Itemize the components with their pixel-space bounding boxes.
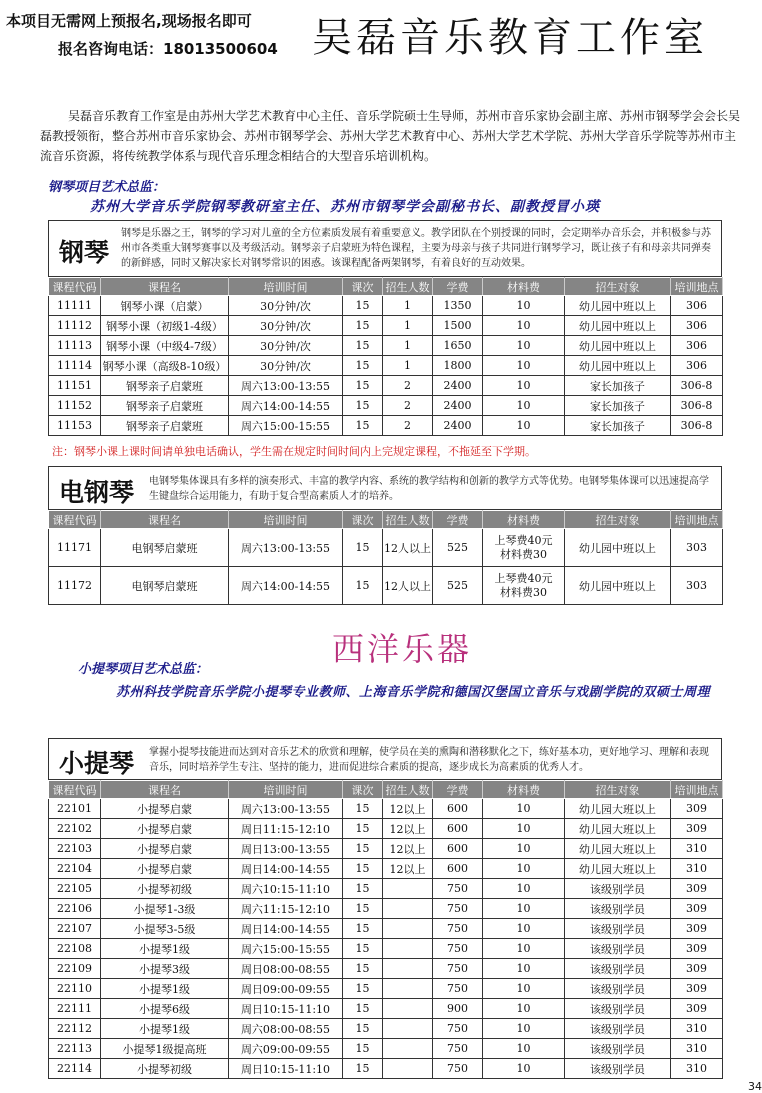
cell-code: 11113 xyxy=(49,336,101,356)
cell-time: 周日11:15-12:10 xyxy=(229,819,343,839)
cell-course-name: 电钢琴启蒙班 xyxy=(101,567,229,605)
cell-location: 303 xyxy=(671,567,723,605)
cell-course-name: 小提琴1级 xyxy=(101,939,229,959)
table-row xyxy=(49,1019,723,1039)
cell-tuition: 600 xyxy=(433,859,483,879)
cell-time: 周日13:00-13:55 xyxy=(229,839,343,859)
cell-code: 11112 xyxy=(49,316,101,336)
cell-code: 22108 xyxy=(49,939,101,959)
cell-sessions: 15 xyxy=(343,1039,383,1059)
column-header-sessions: 课次 xyxy=(343,278,383,296)
cell-location: 310 xyxy=(671,859,723,879)
contact-phone: 报名咨询电话：18013500604 xyxy=(58,40,278,58)
column-header-location: 培训地点 xyxy=(671,511,723,529)
cell-location: 306-8 xyxy=(671,376,723,396)
cell-capacity xyxy=(383,879,433,899)
cell-time: 周六08:00-08:55 xyxy=(229,1019,343,1039)
cell-sessions: 15 xyxy=(343,376,383,396)
cell-material-fee: 10 xyxy=(483,979,565,999)
cell-time: 周日10:15-11:10 xyxy=(229,1059,343,1079)
cell-capacity: 2 xyxy=(383,376,433,396)
column-header-tuition: 学费 xyxy=(433,511,483,529)
table-row xyxy=(49,839,723,859)
cell-location: 309 xyxy=(671,999,723,1019)
table-row xyxy=(49,529,723,567)
cell-target: 该级别学员 xyxy=(565,919,671,939)
cell-sessions: 15 xyxy=(343,416,383,436)
table-row xyxy=(49,416,723,436)
piano-course-table xyxy=(48,277,723,436)
cell-target: 幼儿园大班以上 xyxy=(565,819,671,839)
cell-code: 22113 xyxy=(49,1039,101,1059)
column-header-target: 招生对象 xyxy=(565,511,671,529)
piano-director-name: 苏州大学音乐学院钢琴教研室主任、苏州市钢琴学会副秘书长、副教授冒小瑛 xyxy=(90,199,600,215)
cell-code: 11171 xyxy=(49,529,101,567)
cell-time: 周日10:15-11:10 xyxy=(229,999,343,1019)
cell-sessions: 15 xyxy=(343,336,383,356)
cell-code: 11114 xyxy=(49,356,101,376)
cell-time: 周六15:00-15:55 xyxy=(229,416,343,436)
cell-course-name: 电钢琴启蒙班 xyxy=(101,529,229,567)
cell-code: 11153 xyxy=(49,416,101,436)
registration-note: 本项目无需网上预报名,现场报名即可 xyxy=(6,12,252,30)
cell-time: 周日14:00-14:55 xyxy=(229,859,343,879)
cell-location: 306 xyxy=(671,296,723,316)
violin-director-name: 苏州科技学院音乐学院小提琴专业教师、上海音乐学院和德国汉堡国立音乐与戏剧学院的双硕士周理 xyxy=(116,685,711,700)
cell-capacity: 1 xyxy=(383,296,433,316)
column-header-code: 课程代码 xyxy=(49,278,101,296)
cell-target: 该级别学员 xyxy=(565,939,671,959)
column-header-time: 培训时间 xyxy=(229,278,343,296)
cell-location: 310 xyxy=(671,1039,723,1059)
table-row xyxy=(49,899,723,919)
cell-target: 幼儿园中班以上 xyxy=(565,356,671,376)
cell-time: 周日08:00-08:55 xyxy=(229,959,343,979)
cell-code: 11111 xyxy=(49,296,101,316)
studio-intro: 吴磊音乐教育工作室是由苏州大学艺术教育中心主任、音乐学院硕士生导师，苏州市音乐家协会副主席、苏州市钢琴学会会长吴磊教授领衔，整合苏州市音乐家协会、苏州市钢琴学会、苏州大学艺术教育中心、苏州大学艺术学院、苏州大学音乐学院等苏州市主流音乐资源，将传统教学体系与现代音乐理念相结合的大型音乐培训机构。 xyxy=(40,109,741,163)
cell-target: 该级别学员 xyxy=(565,1019,671,1039)
cell-target: 幼儿园大班以上 xyxy=(565,839,671,859)
cell-material-fee: 10 xyxy=(483,1059,565,1079)
table-row xyxy=(49,799,723,819)
column-header-course-name: 课程名 xyxy=(101,278,229,296)
cell-sessions: 15 xyxy=(343,316,383,336)
cell-target: 幼儿园中班以上 xyxy=(565,567,671,605)
cell-tuition: 600 xyxy=(433,819,483,839)
cell-line: 材料费30 xyxy=(500,585,547,599)
cell-tuition: 525 xyxy=(433,567,483,605)
cell-course-name: 小提琴启蒙 xyxy=(101,859,229,879)
cell-material-fee: 10 xyxy=(483,316,565,336)
cell-location: 309 xyxy=(671,919,723,939)
table-row xyxy=(49,1039,723,1059)
cell-tuition: 1500 xyxy=(433,316,483,336)
cell-capacity: 12以上 xyxy=(383,799,433,819)
cell-course-name: 小提琴3-5级 xyxy=(101,919,229,939)
cell-sessions: 15 xyxy=(343,899,383,919)
cell-location: 306-8 xyxy=(671,396,723,416)
cell-tuition: 1650 xyxy=(433,336,483,356)
column-header-sessions: 课次 xyxy=(343,781,383,799)
cell-location: 306 xyxy=(671,336,723,356)
violin-section-header xyxy=(48,738,722,780)
cell-course-name: 小提琴启蒙 xyxy=(101,799,229,819)
cell-course-name: 小提琴启蒙 xyxy=(101,839,229,859)
cell-course-name: 钢琴亲子启蒙班 xyxy=(101,396,229,416)
piano-section-desc: 钢琴是乐器之王，钢琴的学习对儿童的全方位素质发展有着重要意义。教学团队在个别授课的同时，会定期举办音乐会，并积极参与苏州市各类重大钢琴赛事以及考级活动。钢琴亲子启蒙班为特色课程，主要为母亲与孩子共同进行钢琴学习，既让孩子有和母亲共同弹奏的新鲜感，同时又解决家长对钢琴常识的困惑。该课程配备两架钢琴，有着良好的互动效果。 xyxy=(121,228,711,269)
cell-location: 310 xyxy=(671,1059,723,1079)
cell-location: 306-8 xyxy=(671,416,723,436)
violin-section-title: 小提琴 xyxy=(59,749,135,778)
table-row xyxy=(49,959,723,979)
cell-capacity: 12人以上 xyxy=(383,529,433,567)
cell-time: 周六14:00-14:55 xyxy=(229,567,343,605)
cell-target: 该级别学员 xyxy=(565,999,671,1019)
column-header-capacity: 招生人数 xyxy=(383,781,433,799)
cell-capacity: 12以上 xyxy=(383,859,433,879)
table-row xyxy=(49,316,723,336)
cell-time: 周六13:00-13:55 xyxy=(229,529,343,567)
cell-line: 上琴费40元 xyxy=(494,571,553,585)
cell-code: 22106 xyxy=(49,899,101,919)
column-header-code: 课程代码 xyxy=(49,511,101,529)
table-row xyxy=(49,979,723,999)
column-header-location: 培训地点 xyxy=(671,278,723,296)
cell-sessions: 15 xyxy=(343,839,383,859)
column-header-time: 培训时间 xyxy=(229,511,343,529)
column-header-capacity: 招生人数 xyxy=(383,278,433,296)
cell-tuition: 750 xyxy=(433,899,483,919)
table-row xyxy=(49,819,723,839)
cell-sessions: 15 xyxy=(343,1019,383,1039)
cell-material-fee: 10 xyxy=(483,416,565,436)
cell-tuition: 600 xyxy=(433,839,483,859)
cell-location: 309 xyxy=(671,879,723,899)
cell-line: 材料费30 xyxy=(500,547,547,561)
cell-target: 幼儿园中班以上 xyxy=(565,296,671,316)
cell-material-fee: 10 xyxy=(483,879,565,899)
cell-code: 22107 xyxy=(49,919,101,939)
cell-course-name: 钢琴小课（初级1-4级） xyxy=(101,316,229,336)
cell-capacity: 1 xyxy=(383,356,433,376)
cell-capacity xyxy=(383,1059,433,1079)
cell-time: 30分钟/次 xyxy=(229,296,343,316)
cell-target: 幼儿园中班以上 xyxy=(565,316,671,336)
cell-capacity: 12以上 xyxy=(383,819,433,839)
cell-sessions: 15 xyxy=(343,819,383,839)
cell-capacity: 2 xyxy=(383,396,433,416)
column-header-target: 招生对象 xyxy=(565,278,671,296)
cell-course-name: 小提琴初级 xyxy=(101,1059,229,1079)
table-row xyxy=(49,376,723,396)
cell-course-name: 小提琴1级 xyxy=(101,1019,229,1039)
cell-sessions: 15 xyxy=(343,1059,383,1079)
table-row xyxy=(49,939,723,959)
cell-code: 11172 xyxy=(49,567,101,605)
cell-course-name: 小提琴3级 xyxy=(101,959,229,979)
cell-capacity: 2 xyxy=(383,416,433,436)
column-header-location: 培训地点 xyxy=(671,781,723,799)
cell-course-name: 钢琴小课（启蒙） xyxy=(101,296,229,316)
cell-location: 309 xyxy=(671,899,723,919)
cell-target: 家长加孩子 xyxy=(565,396,671,416)
cell-location: 310 xyxy=(671,1019,723,1039)
cell-material-fee: 10 xyxy=(483,899,565,919)
cell-location: 309 xyxy=(671,939,723,959)
cell-capacity xyxy=(383,1019,433,1039)
cell-capacity: 12以上 xyxy=(383,839,433,859)
cell-code: 22110 xyxy=(49,979,101,999)
cell-sessions: 15 xyxy=(343,979,383,999)
cell-code: 22109 xyxy=(49,959,101,979)
cell-tuition: 750 xyxy=(433,1019,483,1039)
cell-course-name: 钢琴亲子启蒙班 xyxy=(101,376,229,396)
column-header-course-name: 课程名 xyxy=(101,511,229,529)
page-number: 34 xyxy=(748,1080,762,1093)
cell-tuition: 750 xyxy=(433,1059,483,1079)
cell-sessions: 15 xyxy=(343,859,383,879)
table-row xyxy=(49,567,723,605)
cell-material-fee: 10 xyxy=(483,919,565,939)
column-header-tuition: 学费 xyxy=(433,781,483,799)
cell-capacity xyxy=(383,939,433,959)
cell-tuition: 2400 xyxy=(433,396,483,416)
column-header-capacity: 招生人数 xyxy=(383,511,433,529)
cell-tuition: 2400 xyxy=(433,416,483,436)
cell-tuition: 600 xyxy=(433,799,483,819)
piano-schedule-note: 注：钢琴小课上课时间请单独电话确认，学生需在规定时间时间内上完规定课程，不拖延至下学期。 xyxy=(52,445,536,458)
cell-sessions: 15 xyxy=(343,999,383,1019)
cell-course-name: 钢琴小课（高级8-10级） xyxy=(101,356,229,376)
cell-target: 该级别学员 xyxy=(565,879,671,899)
cell-code: 22105 xyxy=(49,879,101,899)
cell-code: 11152 xyxy=(49,396,101,416)
cell-course-name: 小提琴1级 xyxy=(101,979,229,999)
cell-tuition: 525 xyxy=(433,529,483,567)
column-header-course-name: 课程名 xyxy=(101,781,229,799)
cell-target: 该级别学员 xyxy=(565,979,671,999)
table-row xyxy=(49,396,723,416)
cell-tuition: 750 xyxy=(433,939,483,959)
cell-time: 周六13:00-13:55 xyxy=(229,376,343,396)
cell-sessions: 15 xyxy=(343,567,383,605)
piano-section-header xyxy=(48,220,722,277)
cell-tuition: 750 xyxy=(433,879,483,899)
cell-location: 309 xyxy=(671,799,723,819)
column-header-target: 招生对象 xyxy=(565,781,671,799)
cell-time: 周六14:00-14:55 xyxy=(229,396,343,416)
cell-time: 周六15:00-15:55 xyxy=(229,939,343,959)
cell-time: 周日09:00-09:55 xyxy=(229,979,343,999)
violin-section-desc: 掌握小提琴技能进而达到对音乐艺术的欣赏和理解，使学员在美的熏陶和潜移默化之下，练好基本功，更好地学习、理解和表现音乐，同时培养学生专注、坚持的能力，进而促进综合素质的提高，逐步成长为高素质的优秀人才。 xyxy=(149,747,709,773)
cell-location: 310 xyxy=(671,839,723,859)
cell-material-fee: 10 xyxy=(483,839,565,859)
cell-material-fee: 10 xyxy=(483,959,565,979)
table-row xyxy=(49,296,723,316)
cell-material-fee xyxy=(483,529,565,567)
piano-director-title: 钢琴项目艺术总监： xyxy=(48,180,166,195)
cell-course-name: 小提琴6级 xyxy=(101,999,229,1019)
cell-tuition: 900 xyxy=(433,999,483,1019)
studio-title: 吴磊音乐教育工作室 xyxy=(312,15,708,61)
cell-sessions: 15 xyxy=(343,396,383,416)
epiano-section-title: 电钢琴 xyxy=(59,478,135,507)
cell-sessions: 15 xyxy=(343,799,383,819)
cell-tuition: 1800 xyxy=(433,356,483,376)
table-row xyxy=(49,879,723,899)
cell-tuition: 750 xyxy=(433,959,483,979)
column-header-sessions: 课次 xyxy=(343,511,383,529)
cell-material-fee: 10 xyxy=(483,296,565,316)
cell-material-fee: 10 xyxy=(483,336,565,356)
table-row xyxy=(49,919,723,939)
cell-target: 家长加孩子 xyxy=(565,376,671,396)
cell-capacity xyxy=(383,979,433,999)
cell-sessions: 15 xyxy=(343,919,383,939)
cell-capacity xyxy=(383,1039,433,1059)
cell-material-fee: 10 xyxy=(483,999,565,1019)
cell-course-name: 小提琴启蒙 xyxy=(101,819,229,839)
column-header-tuition: 学费 xyxy=(433,278,483,296)
cell-capacity: 12人以上 xyxy=(383,567,433,605)
cell-material-fee: 10 xyxy=(483,859,565,879)
table-row xyxy=(49,1059,723,1079)
column-header-code: 课程代码 xyxy=(49,781,101,799)
cell-course-name: 钢琴亲子启蒙班 xyxy=(101,416,229,436)
cell-capacity xyxy=(383,899,433,919)
cell-code: 22111 xyxy=(49,999,101,1019)
cell-code: 22101 xyxy=(49,799,101,819)
cell-material-fee: 10 xyxy=(483,819,565,839)
epiano-course-table xyxy=(48,510,723,605)
cell-location: 309 xyxy=(671,819,723,839)
cell-sessions: 15 xyxy=(343,296,383,316)
cell-target: 该级别学员 xyxy=(565,899,671,919)
cell-tuition: 750 xyxy=(433,979,483,999)
column-header-time: 培训时间 xyxy=(229,781,343,799)
cell-course-name: 小提琴1-3级 xyxy=(101,899,229,919)
table-row xyxy=(49,356,723,376)
cell-location: 306 xyxy=(671,316,723,336)
cell-code: 22112 xyxy=(49,1019,101,1039)
cell-capacity xyxy=(383,999,433,1019)
column-header-material-fee: 材料费 xyxy=(483,511,565,529)
cell-line: 上琴费40元 xyxy=(494,533,553,547)
cell-time: 周六13:00-13:55 xyxy=(229,799,343,819)
cell-target: 幼儿园中班以上 xyxy=(565,529,671,567)
column-header-material-fee: 材料费 xyxy=(483,278,565,296)
cell-sessions: 15 xyxy=(343,939,383,959)
epiano-section-desc: 电钢琴集体课具有多样的演奏形式、丰富的教学内容、系统的教学结构和创新的教学方式等优势。电钢琴集体课可以迅速提高学生键盘综合运用能力，有助于复合型高素质人才的培养。 xyxy=(149,476,709,502)
cell-capacity xyxy=(383,919,433,939)
cell-material-fee: 10 xyxy=(483,1019,565,1039)
cell-time: 周六10:15-11:10 xyxy=(229,879,343,899)
cell-capacity: 1 xyxy=(383,336,433,356)
cell-tuition: 2400 xyxy=(433,376,483,396)
cell-sessions: 15 xyxy=(343,529,383,567)
cell-material-fee: 10 xyxy=(483,1039,565,1059)
cell-location: 309 xyxy=(671,959,723,979)
cell-material-fee: 10 xyxy=(483,939,565,959)
cell-target: 幼儿园大班以上 xyxy=(565,859,671,879)
violin-director-title: 小提琴项目艺术总监： xyxy=(78,662,209,677)
cell-code: 22104 xyxy=(49,859,101,879)
cell-target: 该级别学员 xyxy=(565,1059,671,1079)
cell-target: 该级别学员 xyxy=(565,1039,671,1059)
cell-time: 30分钟/次 xyxy=(229,336,343,356)
cell-material-fee xyxy=(483,567,565,605)
cell-time: 周六11:15-12:10 xyxy=(229,899,343,919)
cell-tuition: 750 xyxy=(433,919,483,939)
cell-sessions: 15 xyxy=(343,356,383,376)
cell-location: 309 xyxy=(671,979,723,999)
cell-material-fee: 10 xyxy=(483,799,565,819)
cell-material-fee: 10 xyxy=(483,376,565,396)
epiano-section-header xyxy=(48,466,722,510)
piano-section-title: 钢琴 xyxy=(59,238,110,267)
table-row xyxy=(49,336,723,356)
cell-code: 22103 xyxy=(49,839,101,859)
cell-code: 11151 xyxy=(49,376,101,396)
cell-material-fee: 10 xyxy=(483,396,565,416)
cell-target: 幼儿园中班以上 xyxy=(565,336,671,356)
cell-location: 303 xyxy=(671,529,723,567)
cell-time: 周六09:00-09:55 xyxy=(229,1039,343,1059)
cell-tuition: 1350 xyxy=(433,296,483,316)
cell-code: 22114 xyxy=(49,1059,101,1079)
cell-material-fee: 10 xyxy=(483,356,565,376)
cell-course-name: 小提琴1级提高班 xyxy=(101,1039,229,1059)
cell-course-name: 小提琴初级 xyxy=(101,879,229,899)
cell-time: 30分钟/次 xyxy=(229,316,343,336)
cell-capacity xyxy=(383,959,433,979)
cell-capacity: 1 xyxy=(383,316,433,336)
cell-time: 30分钟/次 xyxy=(229,356,343,376)
cell-location: 306 xyxy=(671,356,723,376)
cell-tuition: 750 xyxy=(433,1039,483,1059)
violin-course-table xyxy=(48,780,723,1079)
column-header-material-fee: 材料费 xyxy=(483,781,565,799)
cell-time: 周日14:00-14:55 xyxy=(229,919,343,939)
cell-code: 22102 xyxy=(49,819,101,839)
cell-course-name: 钢琴小课（中级4-7级） xyxy=(101,336,229,356)
western-instruments-heading: 西洋乐器 xyxy=(332,630,473,668)
table-row xyxy=(49,999,723,1019)
cell-target: 幼儿园大班以上 xyxy=(565,799,671,819)
cell-sessions: 15 xyxy=(343,959,383,979)
cell-target: 该级别学员 xyxy=(565,959,671,979)
cell-target: 家长加孩子 xyxy=(565,416,671,436)
cell-sessions: 15 xyxy=(343,879,383,899)
table-row xyxy=(49,859,723,879)
